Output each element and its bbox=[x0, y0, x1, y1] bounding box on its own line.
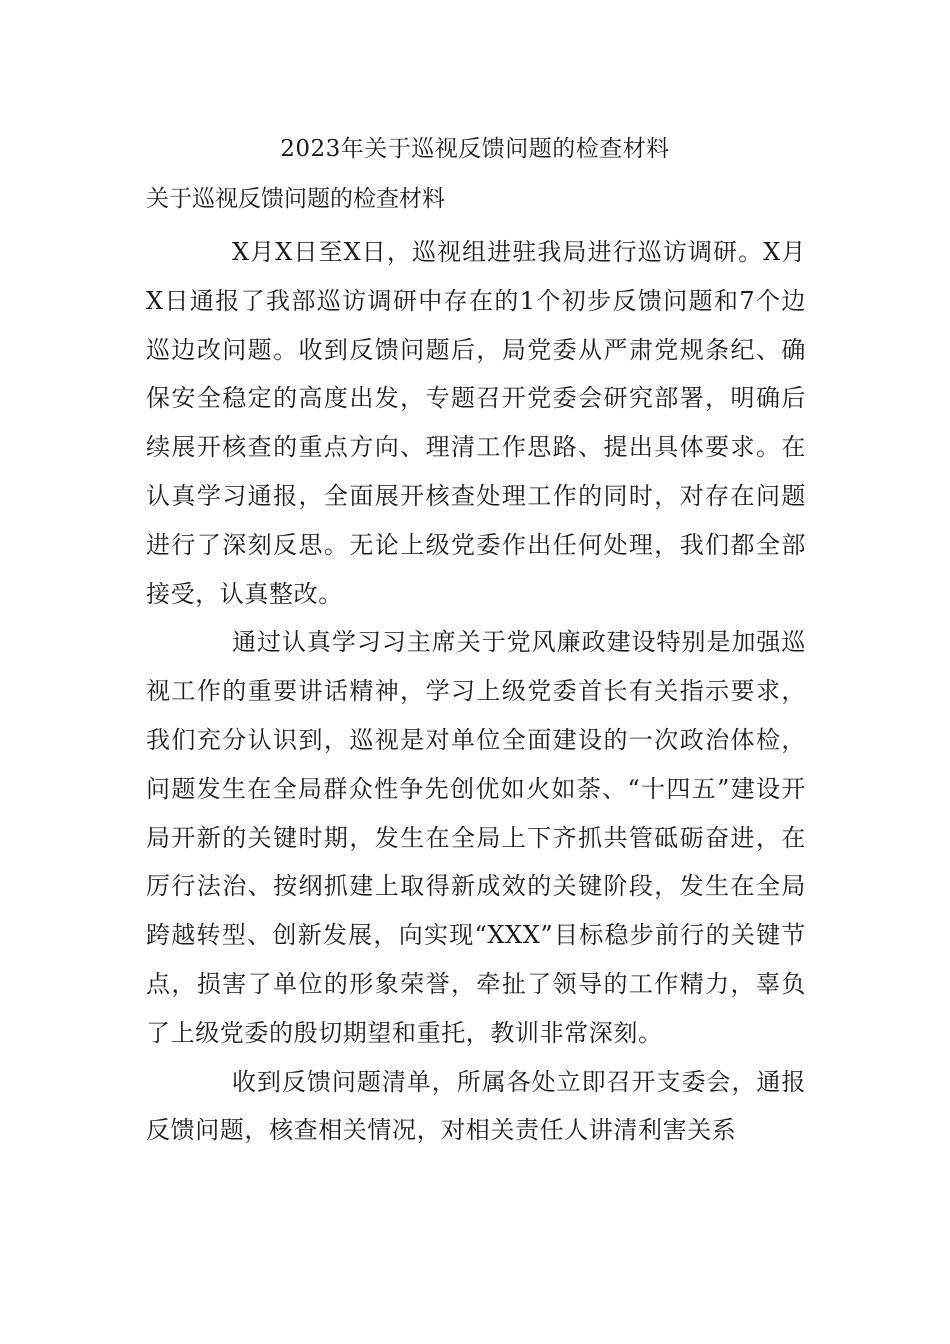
paragraph-1: X月X日至X日，巡视组进驻我局进行巡访调研。X月X日通报了我部巡访调研中存在的1个初步反馈问题和7个边巡边改问题。收到反馈问题后，局党委从严肃党规条纪、确保安全稳定的高度出发，专题召开党委会研究部署，明确后续展开核查的重点方向、理清工作思路、提出具体要求。在认真学习通报，全面展开核查处理工作的同时，对存在问题进行了深刻反思。无论上级党委作出任何处理，我们都全部接受，认真整改。 bbox=[146, 238, 806, 608]
paragraph-2: 通过认真学习习主席关于党风廉政建设特别是加强巡视工作的重要讲话精神，学习上级党委首长有关指示要求，我们充分认识到，巡视是对单位全面建设的一次政治体检，问题发生在全局群众性争先创优如火如荼、“十四五”建设开局开新的关键时期，发生在全局上下齐抓共管砥砺奋进，在厉行法治、按纲抓建上取得新成效的关键阶段，发生在全局跨越转型、创新发展，向实现“XXX”目标稳步前行的关键节点，损害了单位的形象荣誉，牵扯了领导的工作精力，辜负了上级党委的殷切期望和重托，教训非常深刻。 bbox=[146, 628, 806, 1047]
document-title: 2023年关于巡视反馈问题的检查材料 bbox=[280, 136, 670, 162]
document-subtitle: 关于巡视反馈问题的检查材料 bbox=[146, 186, 445, 212]
paragraph-3: 收到反馈问题清单，所属各处立即召开支委会，通报反馈问题，核查相关情况，对相关责任人讲清利害关系 bbox=[146, 1067, 806, 1145]
document-body bbox=[146, 228, 806, 1155]
